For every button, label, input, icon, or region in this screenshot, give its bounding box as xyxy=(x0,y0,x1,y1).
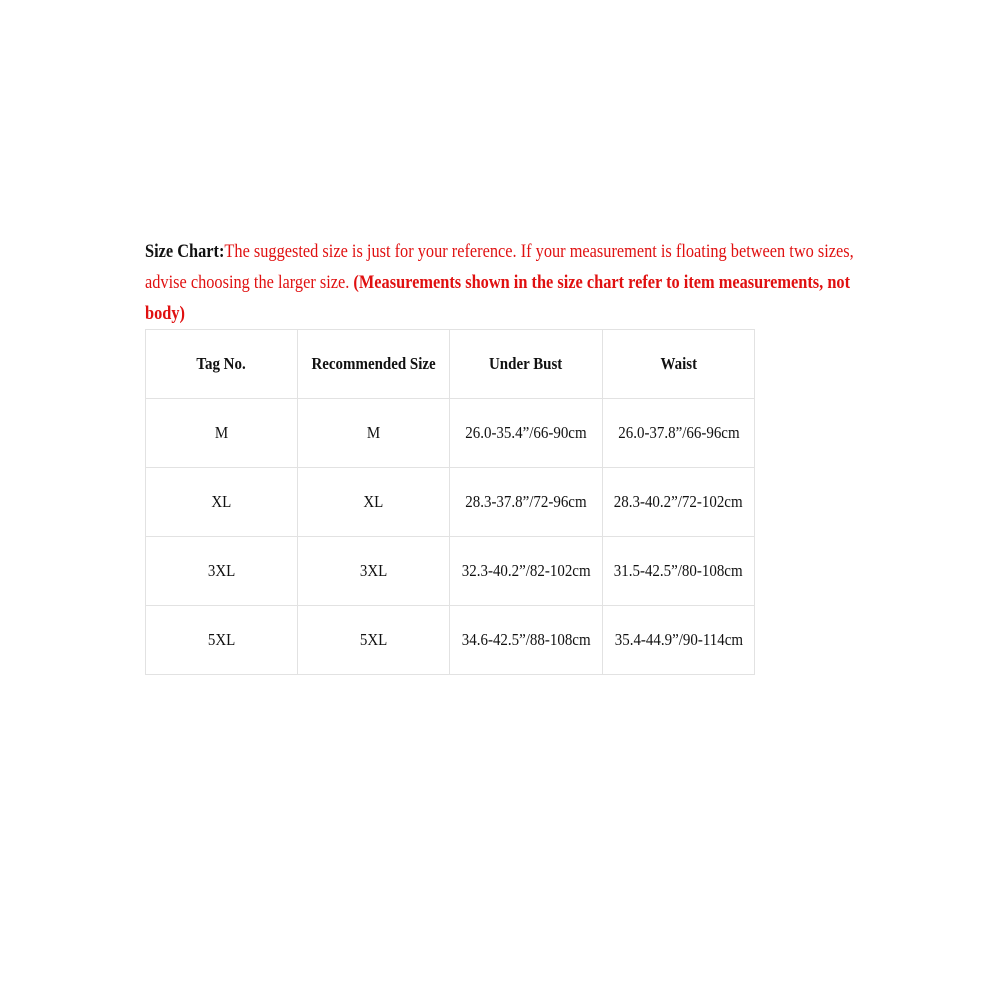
cell-recommended-size: 5XL xyxy=(298,606,450,675)
cell-under-bust: 32.3-40.2”/82-102cm xyxy=(450,537,603,606)
cell-under-bust: 26.0-35.4”/66-90cm xyxy=(450,399,603,468)
table-row xyxy=(146,468,755,537)
cell-recommended-size: M xyxy=(298,399,450,468)
cell-tag-no: 5XL xyxy=(146,606,298,675)
cell-under-bust: 34.6-42.5”/88-108cm xyxy=(450,606,603,675)
cell-under-bust: 28.3-37.8”/72-96cm xyxy=(450,468,603,537)
table-header-row xyxy=(146,330,755,399)
cell-waist: 35.4-44.9”/90-114cm xyxy=(603,606,755,675)
table-row xyxy=(146,399,755,468)
measurement-disclaimer: (Measurements shown in the size chart refer to item measurements, not body) xyxy=(145,272,851,324)
size-chart-label: Size Chart: xyxy=(145,241,225,262)
cell-recommended-size: 3XL xyxy=(298,537,450,606)
cell-tag-no: 3XL xyxy=(146,537,298,606)
header-waist: Waist xyxy=(603,330,755,399)
size-advice-note: The suggested size is just for your reference. If your measurement is floating between two sizes, advise choosing the larger size. xyxy=(145,241,854,293)
table-row xyxy=(146,606,755,675)
size-table xyxy=(145,329,755,675)
cell-tag-no: M xyxy=(146,399,298,468)
cell-recommended-size: XL xyxy=(298,468,450,537)
cell-waist: 26.0-37.8”/66-96cm xyxy=(603,399,755,468)
header-tag-no: Tag No. xyxy=(146,330,298,399)
cell-waist: 31.5-42.5”/80-108cm xyxy=(603,537,755,606)
size-chart-intro xyxy=(145,236,885,329)
header-recommended-size: Recommended Size xyxy=(298,330,450,399)
cell-waist: 28.3-40.2”/72-102cm xyxy=(603,468,755,537)
header-under-bust: Under Bust xyxy=(450,330,603,399)
cell-tag-no: XL xyxy=(146,468,298,537)
table-row xyxy=(146,537,755,606)
